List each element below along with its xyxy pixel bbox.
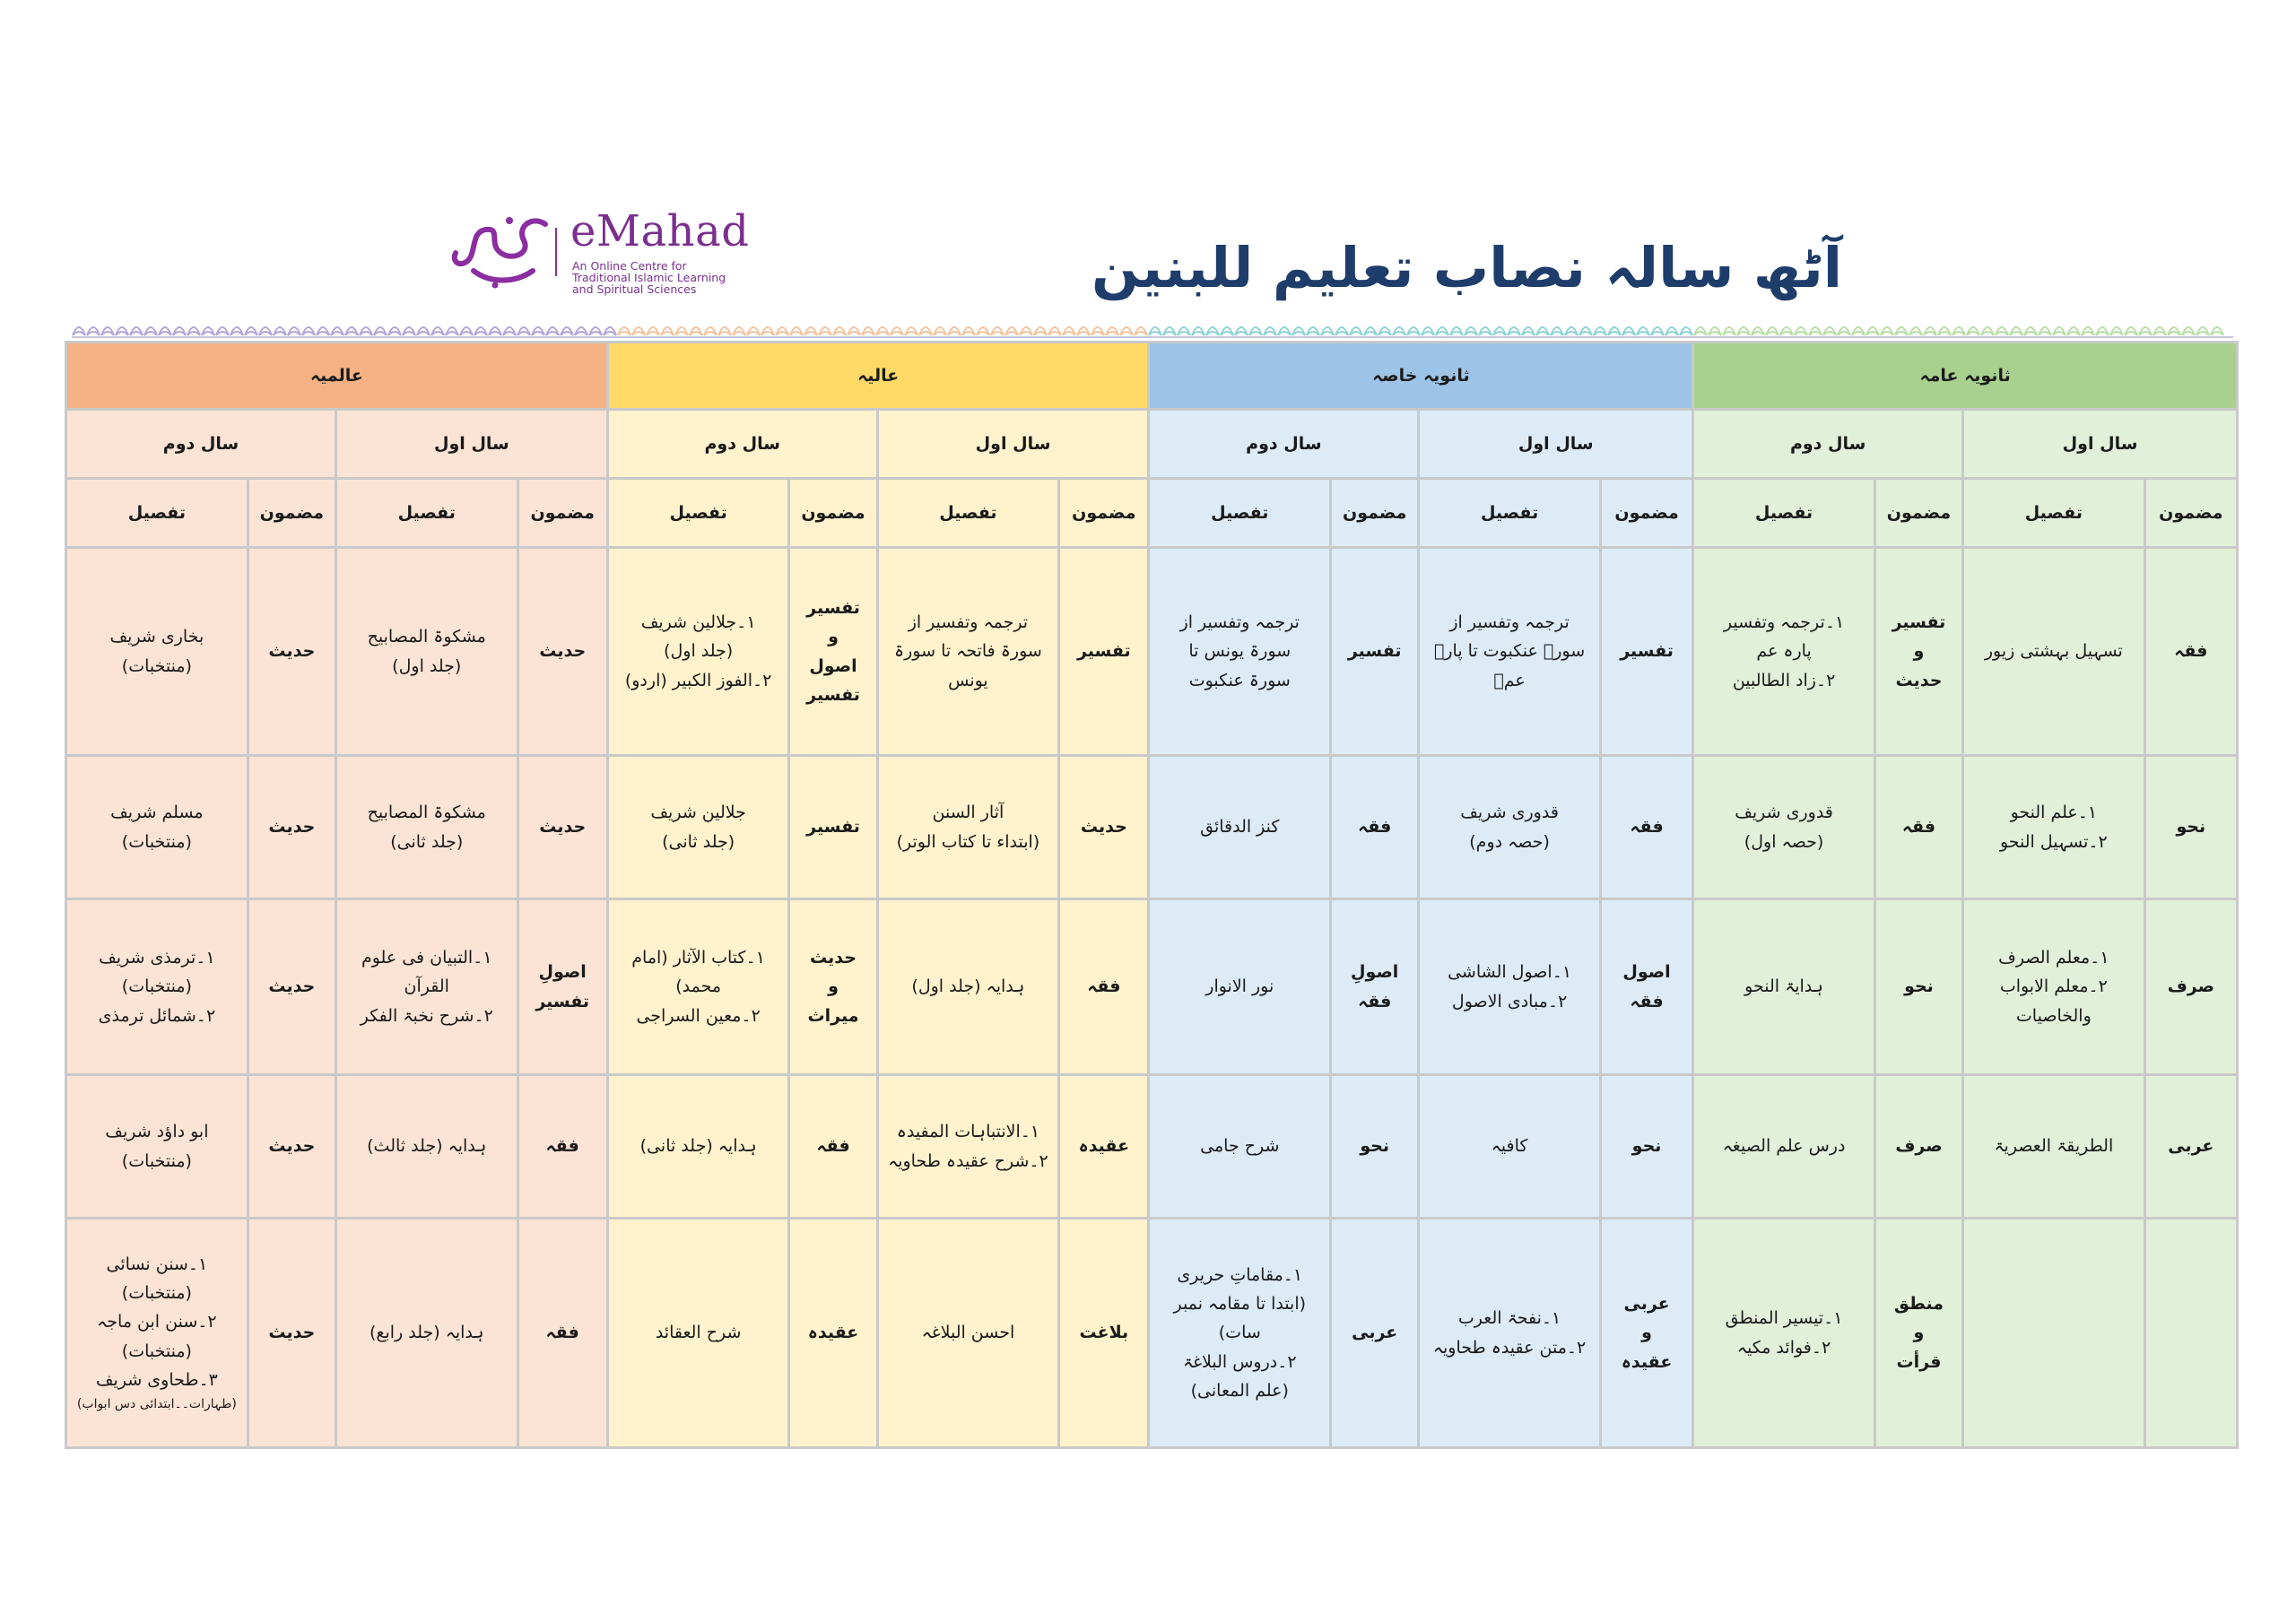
detail-line: ۲۔دروس البلاغۃ bbox=[1182, 1351, 1297, 1372]
detail-cell bbox=[1693, 548, 1875, 756]
year-header-first: سال اول bbox=[1963, 410, 2238, 479]
detail-cell bbox=[66, 899, 248, 1075]
subject-line: تفسیر bbox=[806, 817, 860, 838]
subject-line: نحو bbox=[1904, 976, 1934, 997]
column-header-subject: مضمون bbox=[517, 479, 607, 548]
detail-line: ۲۔تسہیل النحو bbox=[1999, 831, 2108, 852]
logo-tagline: An Online Centre for Traditional Islamic Learning and Spiritual Sciences bbox=[572, 259, 726, 296]
detail-cell bbox=[335, 756, 517, 899]
detail-cell bbox=[335, 899, 517, 1075]
subject-cell bbox=[2144, 899, 2237, 1075]
detail-line: والخاصیات bbox=[2015, 1005, 2092, 1026]
detail-line: ۱۔التبیان فی علوم bbox=[361, 948, 492, 968]
subject-line: تفسیر bbox=[1347, 641, 1402, 662]
subject-line: عربی bbox=[1623, 1294, 1670, 1315]
detail-line: (ابتداء تا کتاب الوتر) bbox=[896, 831, 1040, 852]
year-header-first: سال اول bbox=[335, 410, 607, 479]
column-header-detail: تفصیل bbox=[1149, 479, 1331, 548]
detail-line: ۲۔الفوز الکبیر (اردو) bbox=[624, 670, 772, 690]
detail-line: ہدایۃ النحو bbox=[1744, 976, 1823, 997]
curriculum-row bbox=[66, 1075, 2238, 1219]
detail-cell bbox=[877, 548, 1059, 756]
detail-cell bbox=[607, 1075, 789, 1219]
detail-line: ۲۔معلم الابواب bbox=[1999, 976, 2108, 997]
detail-line: مشکوۃ المصابیح bbox=[367, 803, 486, 823]
detail-line: کنز الدقائق bbox=[1200, 817, 1280, 838]
subject-line: حدیث bbox=[1895, 670, 1943, 690]
subject-line: و bbox=[828, 627, 839, 647]
detail-line: ہدایہ (جلد ثانی) bbox=[639, 1136, 757, 1157]
detail-line: ۱۔مقاماتِ حریری bbox=[1177, 1264, 1303, 1285]
year-header-first: سال اول bbox=[877, 410, 1149, 479]
decorative-border-top bbox=[72, 317, 2233, 341]
detail-line: ہدایہ (جلد رابع) bbox=[369, 1323, 484, 1343]
subject-cell bbox=[1059, 548, 1149, 756]
detail-cell bbox=[1693, 899, 1875, 1075]
detail-line: (جلد اول) bbox=[392, 655, 462, 676]
subject-cell bbox=[789, 1075, 877, 1219]
logo-name: eMahad bbox=[570, 206, 750, 256]
subject-cell bbox=[248, 899, 335, 1075]
detail-line: (منتخبات) bbox=[121, 976, 192, 997]
detail-cell bbox=[335, 548, 517, 756]
emahad-logo bbox=[447, 204, 750, 296]
column-header-subject: مضمون bbox=[1874, 479, 1962, 548]
detail-cell bbox=[1419, 1075, 1601, 1219]
subject-line: اصولِ فقہ bbox=[1351, 962, 1399, 1011]
detail-cell bbox=[66, 756, 248, 899]
year-header-row bbox=[66, 410, 2238, 479]
column-header-subject: مضمون bbox=[2144, 479, 2237, 548]
subject-line: فقہ bbox=[816, 1136, 850, 1157]
detail-cell bbox=[1963, 899, 2145, 1075]
subject-line: نحو bbox=[1360, 1136, 1390, 1157]
subject-line: نحو bbox=[1631, 1136, 1662, 1157]
detail-cell bbox=[607, 1219, 789, 1448]
detail-line: سورۃ عنکبوت تا پارہ عمؐ bbox=[1433, 641, 1586, 690]
subject-cell bbox=[1600, 899, 1692, 1075]
detail-line: ۱۔نفحۃ العرب bbox=[1457, 1308, 1561, 1329]
detail-line: ۳۔طحاوی شریف bbox=[95, 1370, 218, 1391]
detail-line: ۲۔شرح عقیدہ طحاویہ bbox=[888, 1150, 1048, 1171]
detail-line: احسن البلاغہ bbox=[921, 1323, 1015, 1343]
detail-line: ۲۔معین السراجی bbox=[636, 1005, 761, 1026]
curriculum-row bbox=[66, 899, 2238, 1075]
detail-cell bbox=[1963, 1219, 2145, 1448]
year-header-first: سال اول bbox=[1419, 410, 1693, 479]
subject-cell bbox=[1331, 899, 1419, 1075]
detail-line: ترجمہ وتفسیر از bbox=[1179, 612, 1300, 633]
detail-cell bbox=[607, 756, 789, 899]
subject-cell bbox=[1331, 548, 1419, 756]
subject-line: و bbox=[1641, 1323, 1652, 1343]
detail-cell bbox=[1149, 1075, 1331, 1219]
detail-line: بخاری شریف bbox=[109, 627, 204, 647]
detail-cell bbox=[1419, 548, 1601, 756]
detail-line: ۱۔کتاب الآثار (امام محمد) bbox=[631, 948, 765, 997]
column-header-detail: تفصیل bbox=[66, 479, 248, 548]
subject-line: فقہ bbox=[1087, 976, 1121, 997]
column-header-detail: تفصیل bbox=[1693, 479, 1875, 548]
subject-cell bbox=[1059, 1219, 1149, 1448]
detail-line: (جلد ثانی) bbox=[662, 831, 735, 852]
subject-cell bbox=[517, 899, 607, 1075]
detail-line: (منتخبات) bbox=[121, 831, 192, 852]
detail-cell bbox=[607, 899, 789, 1075]
subject-cell bbox=[517, 756, 607, 899]
year-header-second: سال دوم bbox=[1693, 410, 1963, 479]
subject-line: تفسیر bbox=[1892, 612, 1946, 633]
detail-line: ۱۔الانتباہات المفیدہ bbox=[896, 1122, 1040, 1142]
subject-line: حدیث bbox=[539, 641, 587, 662]
column-header-detail: تفصیل bbox=[335, 479, 517, 548]
column-header-subject: مضمون bbox=[248, 479, 335, 548]
subject-line: و bbox=[1913, 1323, 1925, 1343]
curriculum-row bbox=[66, 756, 2238, 899]
detail-line: درس علم الصیغہ bbox=[1722, 1136, 1846, 1157]
detail-line: ۲۔شرح نخبۃ الفکر bbox=[360, 1005, 493, 1026]
detail-line: ۲۔متن عقیدہ طحاویہ bbox=[1432, 1337, 1587, 1358]
detail-line: ہدایہ (جلد اول) bbox=[911, 976, 1025, 997]
detail-line: ۲۔مبادی الاصول bbox=[1451, 991, 1568, 1011]
detail-line: سورۃ عنکبوت bbox=[1188, 670, 1291, 690]
subject-line: فقہ bbox=[545, 1136, 579, 1157]
calligraphy-logo-icon bbox=[447, 208, 558, 291]
subject-line: و bbox=[828, 976, 839, 997]
subject-cell bbox=[248, 1075, 335, 1219]
detail-line: (جلد ثانی) bbox=[390, 831, 464, 852]
detail-line: مسلم شریف bbox=[110, 803, 204, 823]
detail-cell bbox=[1693, 1219, 1875, 1448]
subject-cell bbox=[517, 1219, 607, 1448]
subject-cell bbox=[517, 548, 607, 756]
detail-line: (علم المعانی) bbox=[1190, 1380, 1289, 1401]
detail-cell bbox=[1963, 548, 2145, 756]
subject-line: حدیث bbox=[268, 641, 316, 662]
detail-line: مشکوۃ المصابیح bbox=[367, 627, 486, 647]
detail-line: ۱۔ترمذی شریف bbox=[99, 948, 215, 968]
detail-cell bbox=[1693, 756, 1875, 899]
detail-cell bbox=[335, 1219, 517, 1448]
subject-cell bbox=[1600, 1219, 1692, 1448]
level-sanawiya-khassa: ثانویہ خاصہ bbox=[1149, 343, 1693, 410]
detail-cell bbox=[607, 548, 789, 756]
detail-line: (منتخبات) bbox=[121, 1150, 192, 1171]
detail-cell bbox=[1149, 756, 1331, 899]
detail-cell bbox=[66, 1075, 248, 1219]
subject-line: تفسیر bbox=[1620, 641, 1674, 662]
detail-cell bbox=[877, 756, 1059, 899]
subject-cell bbox=[1600, 756, 1692, 899]
detail-line: ترجمہ وتفسیر از bbox=[908, 612, 1029, 633]
subject-line: فقہ bbox=[1630, 817, 1664, 838]
subject-line: فقہ bbox=[1901, 817, 1936, 838]
subject-cell bbox=[1331, 1219, 1419, 1448]
subject-cell bbox=[789, 899, 877, 1075]
detail-line: جلالین شریف bbox=[650, 803, 746, 823]
subject-line: قرأت bbox=[1896, 1351, 1942, 1372]
subject-line: حدیث bbox=[1080, 817, 1127, 838]
detail-cell bbox=[1419, 1219, 1601, 1448]
subject-line: و bbox=[1913, 641, 1925, 662]
subject-cell bbox=[789, 548, 877, 756]
level-header-row bbox=[66, 343, 2238, 410]
detail-cell bbox=[1149, 1219, 1331, 1448]
subject-line: عربی bbox=[2168, 1136, 2214, 1157]
column-header-row bbox=[66, 479, 2238, 548]
subject-cell bbox=[1874, 1075, 1962, 1219]
subject-cell bbox=[2144, 1075, 2237, 1219]
detail-cell bbox=[1963, 1075, 2145, 1219]
detail-cell bbox=[335, 1075, 517, 1219]
detail-line: ۱۔جلالین شریف bbox=[640, 612, 756, 633]
subject-cell bbox=[1059, 1075, 1149, 1219]
subject-cell bbox=[1331, 1075, 1419, 1219]
column-header-detail: تفصیل bbox=[607, 479, 789, 548]
detail-line: ۱۔اصول الشاشی bbox=[1448, 962, 1572, 983]
column-header-subject: مضمون bbox=[1059, 479, 1149, 548]
subject-cell bbox=[1874, 548, 1962, 756]
subject-line: نحو bbox=[2176, 817, 2206, 838]
column-header-detail: تفصیل bbox=[877, 479, 1059, 548]
subject-line: میراث bbox=[807, 1005, 859, 1026]
subject-line: حدیث bbox=[268, 976, 316, 997]
detail-line: (جلد اول) bbox=[664, 641, 734, 662]
detail-line: پارہ عم bbox=[1756, 641, 1812, 662]
detail-line: ۲۔زاد الطالبین bbox=[1732, 670, 1836, 690]
detail-line: سورۃ یونس تا bbox=[1188, 641, 1292, 662]
detail-line: ۱۔معلم الصرف bbox=[1998, 948, 2109, 968]
level-alimiya: عالمیہ bbox=[66, 343, 608, 410]
subject-cell bbox=[1059, 756, 1149, 899]
subject-line: اصولِ تفسیر bbox=[535, 962, 590, 1011]
detail-cell bbox=[1693, 1075, 1875, 1219]
subject-cell bbox=[789, 1219, 877, 1448]
subject-line: صرف bbox=[1895, 1136, 1943, 1157]
subject-line: حدیث bbox=[268, 1323, 316, 1343]
detail-line: تسہیل بہشتی زیور bbox=[1984, 641, 2123, 662]
detail-line: شرح العقائد bbox=[655, 1323, 742, 1343]
subject-cell bbox=[248, 1219, 335, 1448]
subject-line: حدیث bbox=[268, 1136, 316, 1157]
year-header-second: سال دوم bbox=[607, 410, 877, 479]
subject-cell bbox=[2144, 1219, 2237, 1448]
detail-line: شرح جامی bbox=[1200, 1136, 1280, 1157]
subject-cell bbox=[1874, 756, 1962, 899]
year-header-second: سال دوم bbox=[1149, 410, 1419, 479]
detail-line: آثار السنن bbox=[932, 803, 1004, 823]
detail-line: ۱۔سنن نسائی (منتخبات) bbox=[106, 1254, 208, 1304]
year-header-second: سال دوم bbox=[66, 410, 336, 479]
detail-line: کافیہ bbox=[1491, 1136, 1528, 1157]
subject-cell bbox=[789, 756, 877, 899]
subject-line: فقہ bbox=[1358, 817, 1392, 838]
detail-line: ۲۔فوائد مکیہ bbox=[1736, 1337, 1831, 1358]
detail-line: (منتخبات) bbox=[121, 655, 192, 676]
detail-cell bbox=[1419, 756, 1601, 899]
curriculum-row bbox=[66, 548, 2238, 756]
subject-line: حدیث bbox=[539, 817, 587, 838]
detail-cell bbox=[66, 1219, 248, 1448]
subject-cell bbox=[2144, 756, 2237, 899]
subject-cell bbox=[517, 1075, 607, 1219]
detail-line: الطریقۃ العصریۃ bbox=[1994, 1136, 2114, 1157]
level-aliya: عالیہ bbox=[607, 343, 1149, 410]
curriculum-table bbox=[65, 341, 2239, 1449]
detail-line: ۱۔تیسیر المنطق bbox=[1725, 1308, 1843, 1329]
detail-line: ترجمہ وتفسیر از bbox=[1449, 612, 1570, 633]
detail-line: (حصہ دوم) bbox=[1469, 831, 1550, 852]
subject-cell bbox=[2144, 548, 2237, 756]
subject-line: تفسیر bbox=[1076, 641, 1131, 662]
column-header-detail: تفصیل bbox=[1963, 479, 2145, 548]
detail-line: ۱۔علم النحو bbox=[2010, 803, 2098, 823]
column-header-subject: مضمون bbox=[789, 479, 877, 548]
detail-line: القرآن bbox=[404, 976, 449, 997]
subject-line: فقہ bbox=[545, 1323, 579, 1343]
subject-cell bbox=[1874, 1219, 1962, 1448]
level-sanawiya-amma: ثانویہ عامہ bbox=[1693, 343, 2238, 410]
subject-line: عقیدہ bbox=[1078, 1136, 1130, 1157]
detail-cell bbox=[1419, 899, 1601, 1075]
detail-line: قدوری شریف bbox=[1735, 803, 1833, 823]
subject-line: تفسیر bbox=[806, 597, 860, 618]
subject-line: عربی bbox=[1352, 1323, 1398, 1343]
subject-cell bbox=[248, 548, 335, 756]
subject-cell bbox=[1874, 899, 1962, 1075]
detail-line: ۱۔ترجمہ وتفسیر bbox=[1723, 612, 1845, 633]
subject-line: حدیث bbox=[268, 817, 316, 838]
detail-cell bbox=[877, 899, 1059, 1075]
detail-cell bbox=[1963, 756, 2145, 899]
detail-line: سورۃ فاتحہ تا سورۃ یونس bbox=[893, 641, 1042, 690]
subject-line: اصول فقہ bbox=[1622, 962, 1671, 1011]
detail-line: (حصہ اول) bbox=[1744, 831, 1824, 852]
detail-line: (طہارات۔۔ابتدائی دس ابواب) bbox=[76, 1397, 237, 1412]
detail-line: نور الانوار bbox=[1205, 976, 1274, 997]
column-header-subject: مضمون bbox=[1600, 479, 1692, 548]
subject-cell bbox=[1059, 899, 1149, 1075]
column-header-detail: تفصیل bbox=[1419, 479, 1601, 548]
subject-line: حدیث bbox=[810, 948, 857, 968]
detail-line: قدوری شریف bbox=[1460, 803, 1559, 823]
detail-line: ہدایہ (جلد ثالث) bbox=[367, 1136, 487, 1157]
subject-line: صرف bbox=[2167, 976, 2214, 997]
column-header-subject: مضمون bbox=[1331, 479, 1419, 548]
detail-line: ۲۔شمائل ترمذی bbox=[98, 1005, 216, 1026]
subject-cell bbox=[248, 756, 335, 899]
detail-cell bbox=[877, 1219, 1059, 1448]
detail-line: ۲۔سنن ابن ماجہ (منتخبات) bbox=[97, 1312, 217, 1361]
subject-cell bbox=[1600, 1075, 1692, 1219]
detail-cell bbox=[1149, 899, 1331, 1075]
subject-cell bbox=[1600, 548, 1692, 756]
detail-line: (ابتدا تا مقامہ نمبر سات) bbox=[1173, 1294, 1307, 1343]
subject-line: عقیدہ bbox=[1621, 1351, 1673, 1372]
subject-line: اصول تفسیر bbox=[806, 655, 860, 705]
page-title: آٹھ سالہ نصاب تعلیم للبنین bbox=[1091, 235, 1842, 300]
curriculum-row bbox=[66, 1219, 2238, 1448]
subject-cell bbox=[1331, 756, 1419, 899]
subject-line: منطق bbox=[1893, 1294, 1944, 1315]
detail-cell bbox=[66, 548, 248, 756]
subject-line: عقیدہ bbox=[807, 1323, 859, 1343]
detail-cell bbox=[877, 1075, 1059, 1219]
subject-line: بلاغت bbox=[1079, 1323, 1129, 1343]
detail-line: ابو داؤد شریف bbox=[105, 1122, 209, 1142]
subject-line: فقہ bbox=[2174, 641, 2208, 662]
detail-cell bbox=[1149, 548, 1331, 756]
